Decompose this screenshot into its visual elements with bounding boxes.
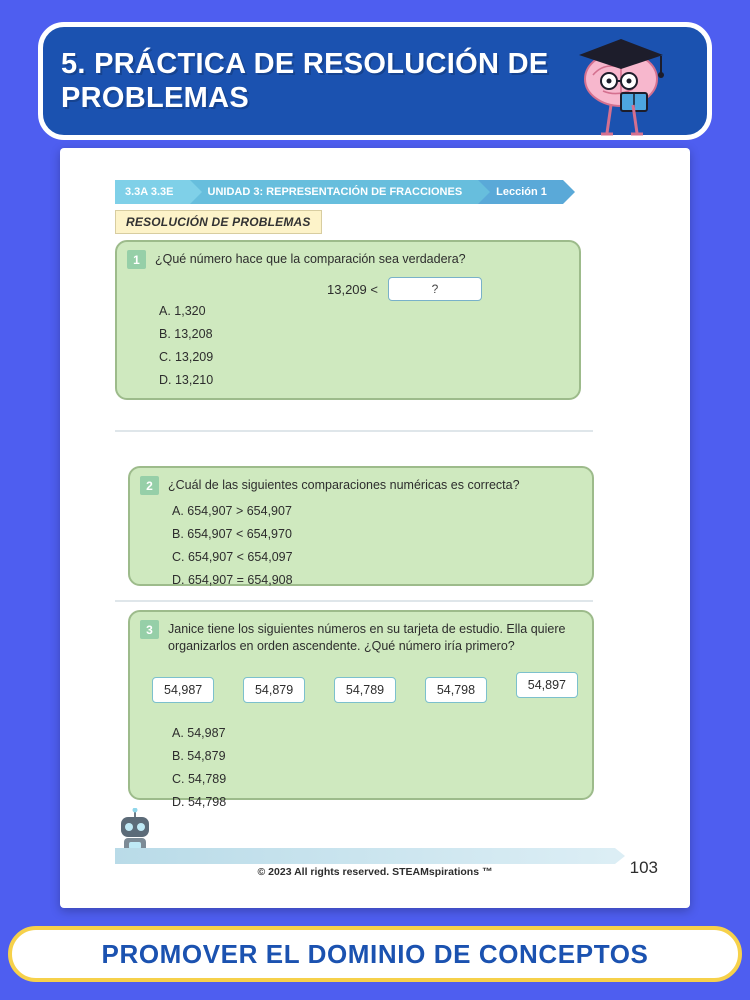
number-card[interactable]: 54,789 bbox=[334, 677, 396, 703]
choice-option[interactable]: D. 654,907 = 654,908 bbox=[172, 573, 293, 588]
question-prompt: Janice tiene los siguientes números en su tarjeta de estudio. Ella quiere organizarlos en orden ascendente. ¿Qué número iría primero? bbox=[168, 622, 566, 653]
question-block-2 bbox=[128, 466, 594, 586]
choice-option[interactable]: C. 13,209 bbox=[159, 350, 214, 365]
number-card[interactable]: 54,798 bbox=[425, 677, 487, 703]
question-block-3 bbox=[128, 610, 594, 810]
choice-option[interactable]: A. 1,320 bbox=[159, 304, 206, 318]
breadcrumb-unit[interactable]: UNIDAD 3: REPRESENTACIÓN DE FRACCIONES bbox=[190, 180, 479, 204]
question-prompt: ¿Cuál de las siguientes comparaciones numéricas es correcta? bbox=[168, 478, 520, 492]
section-divider bbox=[115, 430, 593, 432]
answer-input-box[interactable]: ? bbox=[388, 277, 482, 301]
bottom-banner-text: PROMOVER EL DOMINIO DE CONCEPTOS bbox=[101, 938, 649, 969]
choice-list bbox=[159, 300, 213, 393]
number-card[interactable]: 54,987 bbox=[152, 677, 214, 703]
breadcrumb bbox=[115, 180, 563, 204]
choice-option[interactable]: D. 13,210 bbox=[159, 373, 214, 388]
choice-option[interactable]: A. 654,907 > 654,907 bbox=[172, 504, 292, 518]
choice-option[interactable]: B. 13,208 bbox=[159, 327, 213, 342]
copyright-text: © 2023 All rights reserved. STEAMspirations ™ bbox=[257, 866, 493, 878]
page-number: 103 bbox=[629, 858, 658, 877]
number-card[interactable]: 54,897 bbox=[516, 672, 578, 698]
choice-list bbox=[172, 500, 293, 593]
comparison-row bbox=[327, 277, 482, 301]
number-card-row bbox=[152, 672, 578, 708]
question-number: 2 bbox=[140, 476, 159, 495]
header-banner bbox=[38, 22, 712, 140]
question-number: 3 bbox=[140, 620, 159, 639]
breadcrumb-lesson[interactable]: Lección 1 bbox=[478, 180, 563, 204]
question-prompt: ¿Qué número hace que la comparación sea verdadera? bbox=[155, 252, 466, 266]
brain-graduate-icon bbox=[559, 35, 689, 139]
question-number: 1 bbox=[127, 250, 146, 269]
page-title: 5. PRÁCTICA DE RESOLUCIÓN DE PROBLEMAS bbox=[61, 48, 549, 115]
worksheet-page bbox=[60, 148, 690, 908]
choice-option[interactable]: D. 54,798 bbox=[172, 795, 227, 810]
bottom-banner bbox=[8, 926, 742, 982]
choice-option[interactable]: B. 54,879 bbox=[172, 749, 226, 764]
choice-list bbox=[172, 722, 226, 815]
comparison-expression: 13,209 < bbox=[327, 281, 378, 297]
choice-option[interactable]: C. 654,907 < 654,097 bbox=[172, 550, 293, 565]
breadcrumb-standard[interactable]: 3.3A 3.3E bbox=[115, 180, 190, 204]
number-card[interactable]: 54,879 bbox=[243, 677, 305, 703]
choice-option[interactable]: C. 54,789 bbox=[172, 772, 227, 787]
section-divider bbox=[115, 600, 593, 602]
footer-accent-bar bbox=[115, 848, 615, 864]
choice-option[interactable]: B. 654,907 < 654,970 bbox=[172, 527, 292, 542]
choice-option[interactable]: A. 54,987 bbox=[172, 726, 226, 740]
section-tag: RESOLUCIÓN DE PROBLEMAS bbox=[115, 210, 322, 234]
question-block-1 bbox=[115, 240, 581, 400]
